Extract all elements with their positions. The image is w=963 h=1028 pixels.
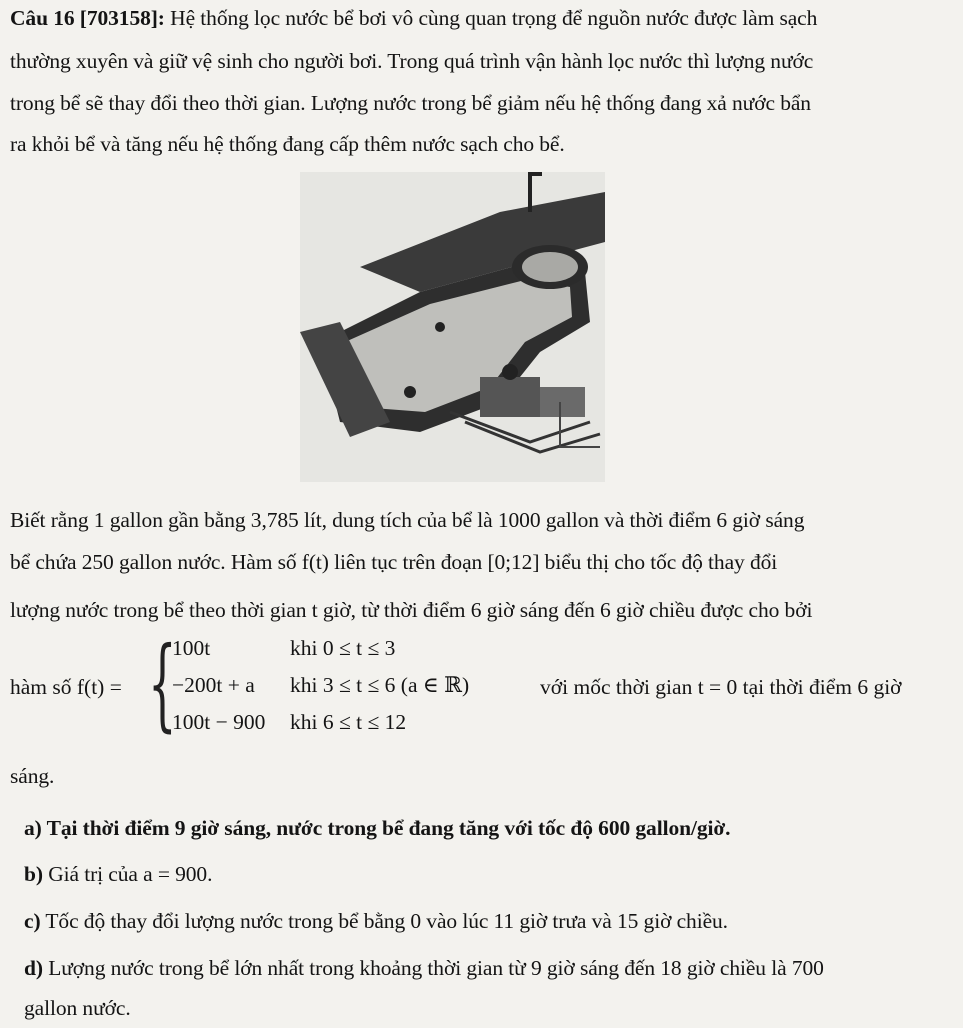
function-end-word: sáng. [10,764,55,788]
intro-line: ra khỏi bể và tăng nếu hệ thống đang cấp thêm nước sạch cho bể. [10,132,565,156]
statement-c [24,907,955,935]
statement-label: b) [24,862,43,886]
body-line: bể chứa 250 gallon nước. Hàm số f(t) liên tục trên đoạn [0;12] biểu thị cho tốc độ thay đổi [10,550,778,574]
question-header [10,4,955,32]
case-expr: 100t [172,636,211,660]
case-cond: khi 3 ≤ t ≤ 6 (a ∈ ℝ) [290,673,470,697]
function-lead: hàm số f(t) = [10,675,122,699]
question-intro-start: Hệ thống lọc nước bể bơi vô cùng quan trọng để nguồn nước được làm sạch [164,6,818,30]
intro-line: thường xuyên và giữ vệ sinh cho người bơi. Trong quá trình vận hành lọc nước thì lượng nước [10,49,814,73]
statement-label: a) [24,816,42,840]
statement-text: Tốc độ thay đổi lượng nước trong bể bằng 0 vào lúc 11 giờ trưa và 15 giờ chiều. [40,909,728,933]
case-cond: khi 0 ≤ t ≤ 3 [290,636,396,660]
statement-d [24,954,955,982]
body-line: Biết rằng 1 gallon gần bằng 3,785 lít, dung tích của bể là 1000 gallon và thời điểm 6 giờ sáng [10,508,805,532]
pool-diagram-graphic [300,172,605,482]
statement-text: Tại thời điểm 9 giờ sáng, nước trong bể đang tăng với tốc độ 600 gallon/giờ. [41,816,731,840]
statement-a [24,814,955,842]
case-expr: −200t + a [172,673,255,697]
case-expr: 100t − 900 [172,710,266,734]
case-cond: khi 6 ≤ t ≤ 12 [290,710,407,734]
statement-label: c) [24,909,41,933]
intro-line: trong bể sẽ thay đổi theo thời gian. Lượng nước trong bể giảm nếu hệ thống đang xả nước bẩn [10,91,811,115]
statement-text: Lượng nước trong bể lớn nhất trong khoảng thời gian từ 9 giờ sáng đến 18 giờ chiều là 700 [42,956,824,980]
statement-text: Giá trị của a = 900. [42,862,213,886]
statement-d-continuation: gallon nước. [24,996,131,1020]
pool-filtration-illustration [300,172,605,482]
function-tail: với mốc thời gian t = 0 tại thời điểm 6 giờ [540,675,902,699]
question-number: Câu 16 [703158]: [10,6,165,30]
piecewise-function [148,625,588,742]
left-brace: { [148,625,177,742]
statement-b [24,860,955,888]
statement-label: d) [24,956,43,980]
body-line: lượng nước trong bể theo thời gian t giờ, từ thời điểm 6 giờ sáng đến 6 giờ chiều được cho bởi [10,598,813,622]
